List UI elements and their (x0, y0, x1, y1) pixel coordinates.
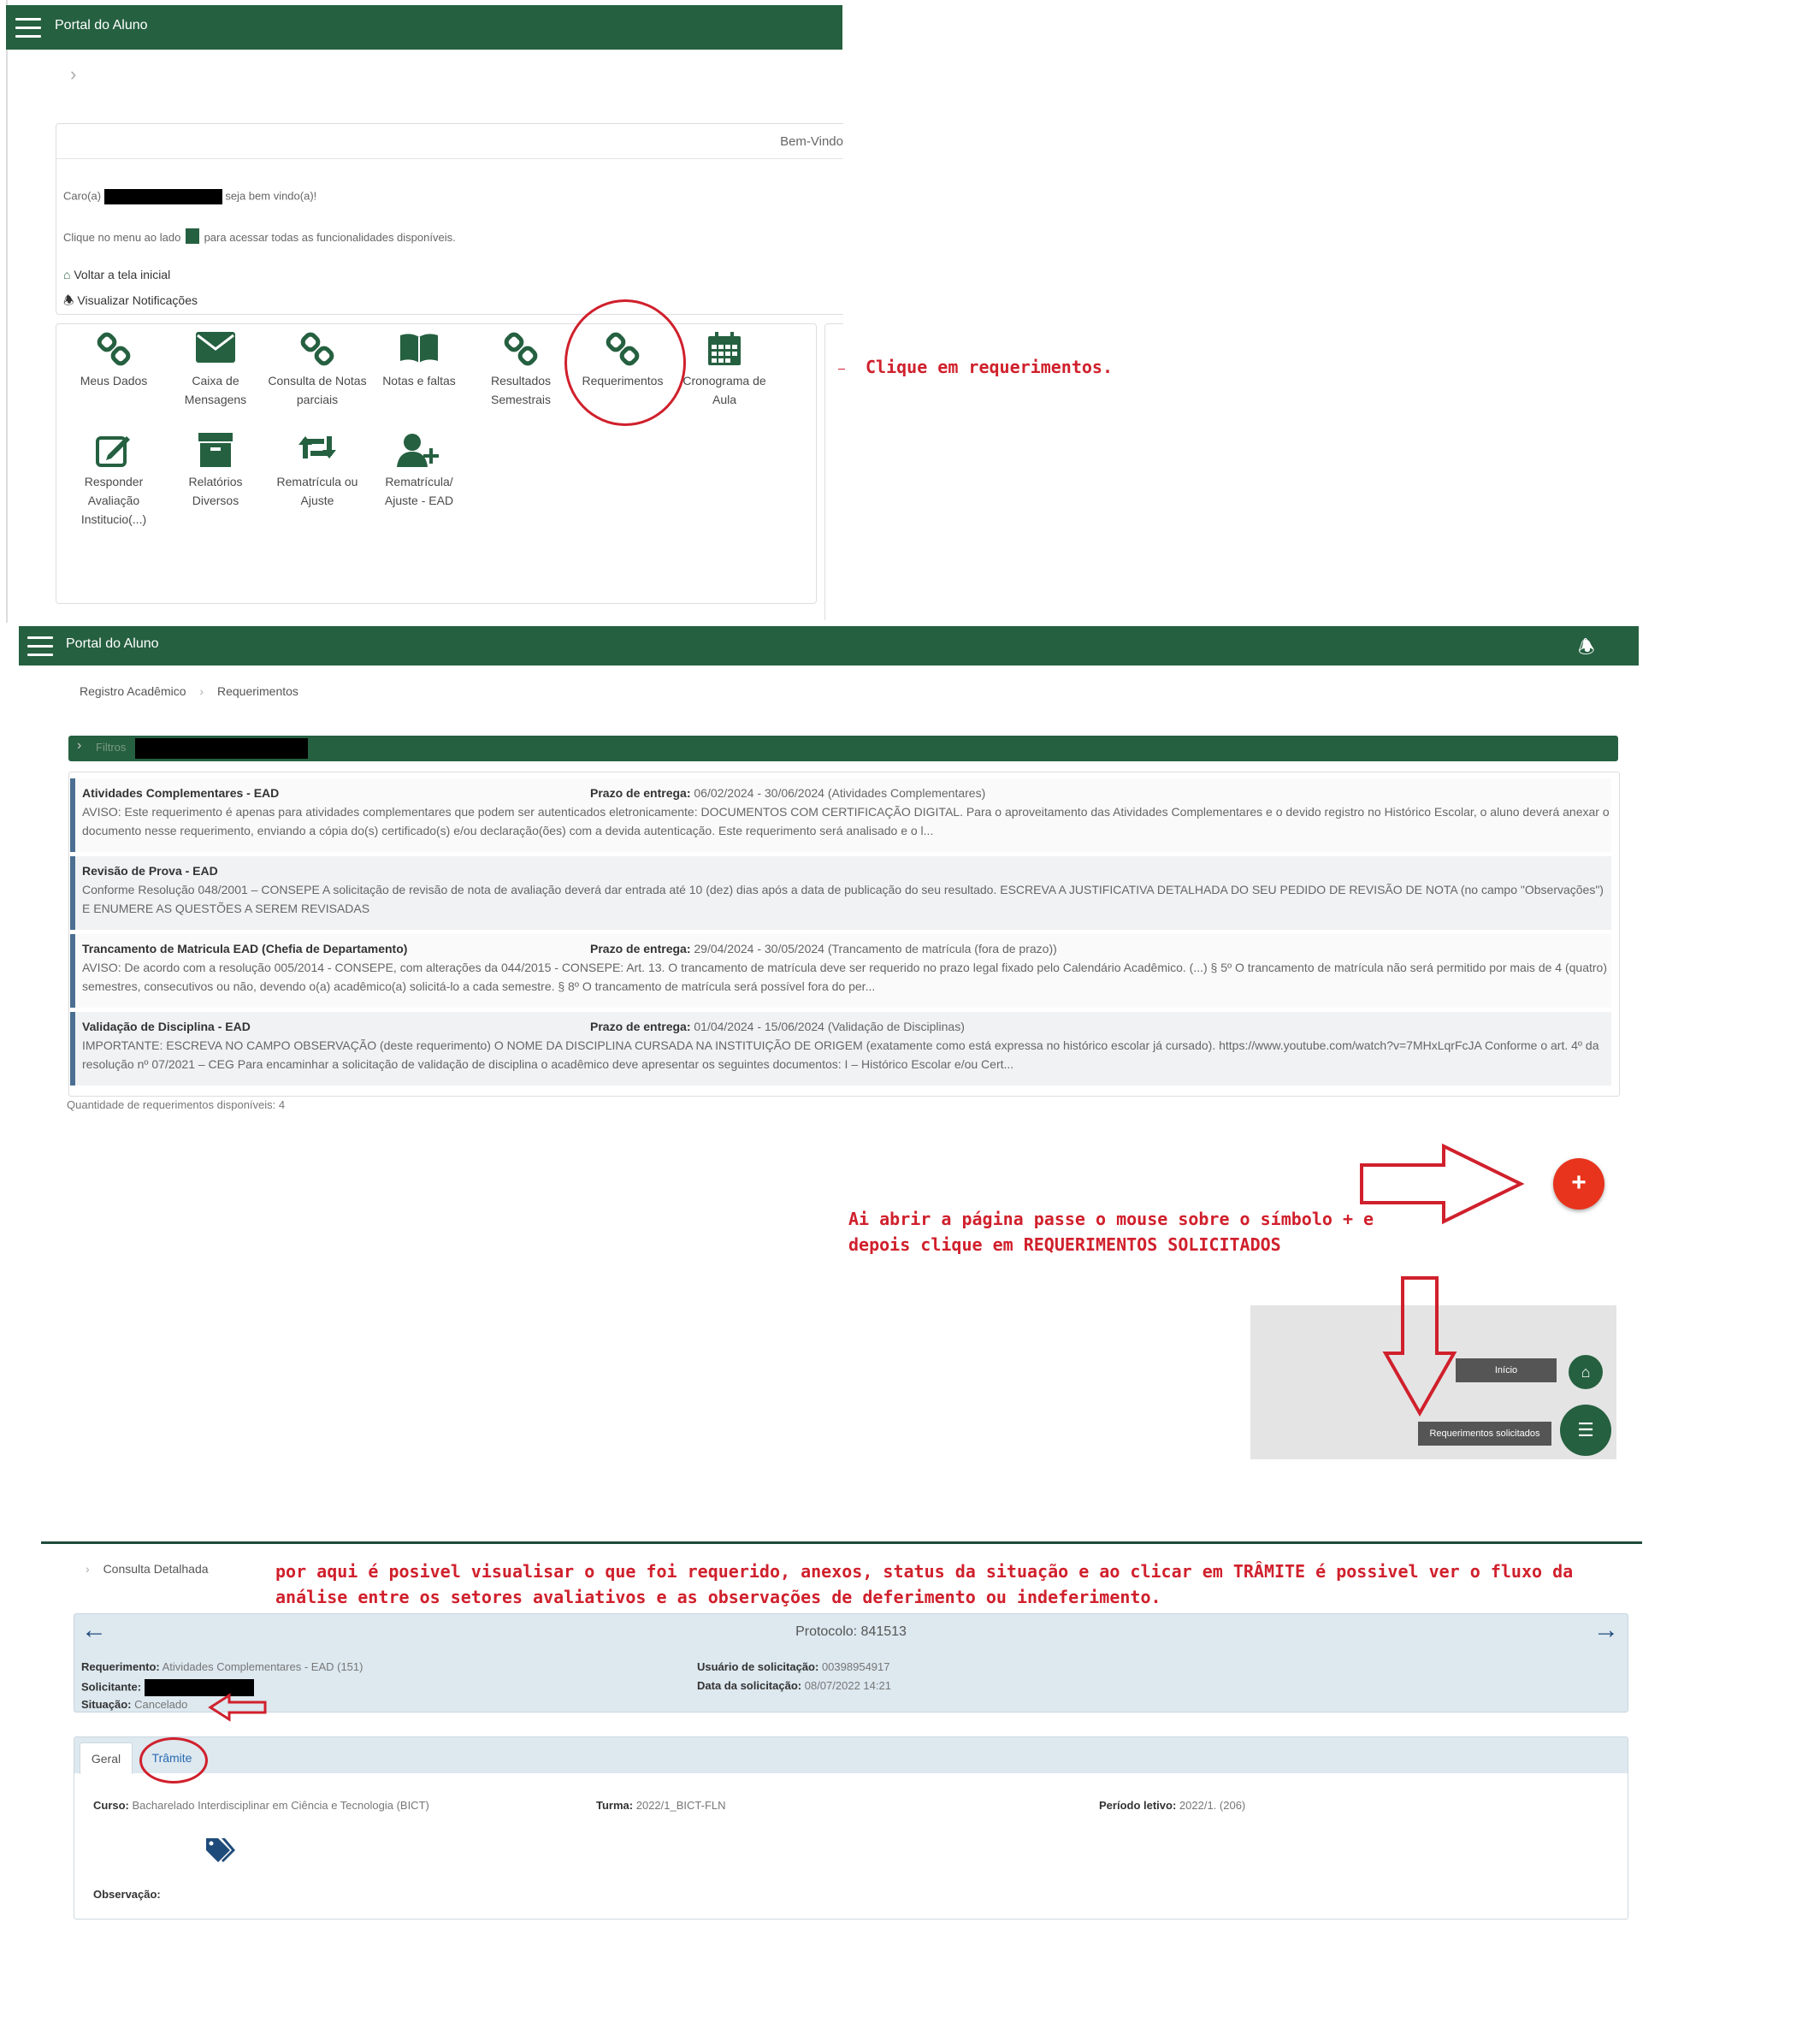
hamburger-menu-icon[interactable] (15, 18, 41, 44)
tile-label: Relatórios Diversos (188, 475, 243, 507)
retweet-icon (267, 433, 368, 472)
tile-8[interactable] (63, 433, 164, 529)
protocol-number: Protocolo: 841513 (795, 1624, 907, 1639)
breadcrumb-registro[interactable]: Registro Acadêmico (80, 684, 186, 698)
link-icon (470, 332, 571, 371)
bell-icon: 🕭 (63, 293, 74, 307)
redacted-name (104, 189, 222, 204)
annotation-2-line2: depois clique em REQUERIMENTOS SOLICITADOS (848, 1234, 1281, 1255)
usuario-row (697, 1660, 889, 1673)
link-home-label: Voltar a tela inicial (74, 268, 171, 281)
tile-3[interactable] (267, 332, 368, 409)
annotation-3-line2: análise entre os setores avaliativos e as observações de deferimento ou indeferimento. (275, 1587, 1161, 1607)
chevron-right-icon: › (199, 684, 204, 698)
home-icon: ⌂ (1581, 1364, 1591, 1381)
tile-9[interactable] (165, 433, 266, 510)
link-icon (63, 332, 164, 371)
filter-label: Filtros (96, 741, 127, 754)
link-home[interactable] (63, 268, 170, 281)
archive-icon (165, 433, 266, 472)
requirement-title: Validação de Disciplina - EAD (82, 1020, 251, 1033)
tab-tramite[interactable]: Trâmite (151, 1751, 192, 1765)
tile-4[interactable] (369, 332, 470, 390)
deadline-value: 01/04/2024 - 15/06/2024 (Validação de Disciplinas) (694, 1020, 965, 1033)
curso-label: Curso: (93, 1799, 129, 1812)
section3-divider (41, 1541, 1642, 1544)
app-title: Portal do Aluno (66, 636, 159, 651)
tile-label: Requerimentos (582, 374, 664, 387)
menu-inicio-label[interactable]: Início (1456, 1358, 1557, 1382)
deadline-label: Prazo de entrega: (590, 1020, 691, 1033)
protocol-panel (74, 1613, 1628, 1713)
app-title: Portal do Aluno (55, 18, 148, 33)
data-row (697, 1679, 891, 1692)
data-value: 08/07/2022 14:21 (804, 1679, 891, 1692)
tile-label: Consulta de Notas parciais (268, 374, 367, 406)
annotation-2 (848, 1206, 1374, 1257)
requerimento-label: Requerimento: (81, 1660, 160, 1673)
situacao-row (81, 1698, 187, 1711)
requirements-count: Quantidade de requerimentos disponíveis: 4 (67, 1098, 286, 1111)
annotation-left-arrow (207, 1692, 269, 1723)
detail-panel (74, 1736, 1628, 1920)
filter-bar[interactable] (68, 736, 1618, 761)
requirement-item[interactable] (70, 1012, 1611, 1085)
list-icon: ☰ (1577, 1419, 1594, 1440)
edit-icon (63, 433, 164, 472)
annotation-1: Clique em requerimentos. (866, 357, 1113, 377)
tile-label: Responder Avaliação Institucio(...) (80, 475, 147, 526)
usuario-label: Usuário de solicitação: (697, 1660, 819, 1673)
requerimento-value: Atividades Complementares - EAD (151) (162, 1660, 363, 1673)
tile-11[interactable] (369, 433, 470, 510)
portal-header-2 (19, 624, 1651, 665)
deadline-value: 29/04/2024 - 30/05/2024 (Trancamento de matrícula (fora de prazo)) (694, 942, 1057, 955)
portal-header-1 (6, 5, 842, 50)
requirement-item[interactable] (70, 856, 1611, 930)
data-label: Data da solicitação: (697, 1679, 802, 1692)
annotation-3 (275, 1559, 1573, 1610)
link-notifications[interactable] (63, 292, 198, 312)
breadcrumb-detail (86, 1562, 209, 1576)
periodo-row (1099, 1799, 1245, 1812)
requirement-title: Atividades Complementares - EAD (82, 786, 280, 800)
envelope-icon (165, 332, 266, 371)
more-vertical-icon[interactable]: ⋮ (1632, 624, 1651, 646)
turma-value: 2022/1_BICT-FLN (635, 1799, 726, 1812)
deadline (590, 784, 985, 802)
requirement-description: AVISO: Este requerimento é apenas para atividades complementares que podem ser autenticados eletronicamente: DOCUMENTOS COM CERTIFICAÇÃO DIGITAL. Para o aproveitamento das Atividades Complementares e o devido registro no Histórico Escolar, o aluno deverá anexar o documento nesse requerimento, enviando a cópia do(s) certificado(s) e/ou declaração(ões) com a devida autenticação. Este requerimento será analisado e o l... (82, 805, 1610, 837)
greeting-prefix: Caro(a) (63, 189, 102, 203)
requirement-description: IMPORTANTE: ESCREVA NO CAMPO OBSERVAÇÃO (deste requerimento) O NOME DA DISCIPLINA CURSADA NA INSTITUIÇÃO DE ORIGEM (exatamente como está expressa no histórico escolar já cursado). https://www.youtube.com/watch?v=7MHxLqrFcJA Conforme o art. 4º da resolução nº 07/2021 – CEG Para encaminhar a solicitação de validação de disciplina o acadêmico deve apresentar os seguintes documentos: I – Histórico Escolar e/ou Cert... (82, 1038, 1599, 1071)
breadcrumb (80, 684, 298, 698)
chevron-right-icon[interactable]: › (70, 63, 77, 85)
tab-geral[interactable]: Geral (80, 1742, 133, 1774)
home-button[interactable] (1569, 1355, 1603, 1389)
tile-5[interactable] (470, 332, 571, 409)
periodo-label: Período letivo: (1099, 1799, 1177, 1812)
solicitante-label: Solicitante: (81, 1680, 142, 1694)
book-icon (369, 332, 470, 371)
requirement-description: Conforme Resolução 048/2001 – CONSEPE A solicitação de revisão de nota de avaliação deverá dar entrada até 10 (dez) dias após a data de publicação do seu resultado. ESCREVA A JUSTIFICATIVA DETALHADA DO SEU PEDIDO DE REVISÃO DE NOTA (no campo "Observações") E ENUMERE AS QUESTÕES A SEREM REVISADAS (82, 883, 1604, 915)
tile-1[interactable] (63, 332, 164, 390)
turma-label: Turma: (596, 1799, 634, 1812)
usuario-value: 00398954917 (821, 1660, 890, 1673)
deadline-label: Prazo de entrega: (590, 942, 691, 955)
requerimento-row (81, 1660, 363, 1673)
bell-icon[interactable]: 🕭 (1578, 636, 1595, 658)
requirement-item[interactable] (70, 778, 1611, 852)
requirement-title: Trancamento de Matricula EAD (Chefia de Departamento) (82, 942, 408, 955)
requerimentos-highlight-circle (564, 299, 686, 426)
req-solicitados-button[interactable] (1560, 1405, 1611, 1456)
situacao-value: Cancelado (134, 1698, 188, 1711)
tramite-highlight-circle (139, 1737, 208, 1784)
tags-icon[interactable] (204, 1837, 235, 1864)
curso-value: Bacharelado Interdisciplinar em Ciência e Tecnologia (BICT) (132, 1799, 429, 1812)
periodo-value: 2022/1. (206) (1179, 1799, 1246, 1812)
arrow-right-icon[interactable]: → (1593, 1616, 1619, 1644)
calendar-icon (674, 332, 775, 371)
home-icon: ⌂ (63, 268, 71, 281)
link-notifications-label: Visualizar Notificações (77, 293, 198, 307)
welcome-panel (56, 123, 843, 315)
requirement-item[interactable] (70, 934, 1611, 1008)
menu-req-solicitados-label[interactable]: Requerimentos solicitados (1418, 1422, 1551, 1446)
observacao-row (93, 1888, 161, 1901)
link-icon (267, 332, 368, 371)
deadline-value: 06/02/2024 - 30/06/2024 (Atividades Complementares) (694, 786, 986, 800)
tile-label: Rematrícula/ Ajuste - EAD (384, 475, 454, 507)
menu-hint-prefix: Clique no menu ao lado (63, 231, 181, 244)
tile-label: Notas e faltas (382, 374, 456, 387)
arrow-left-icon[interactable]: ← (81, 1616, 107, 1644)
situacao-label: Situação: (81, 1698, 132, 1711)
menu-hint (63, 228, 456, 244)
divider (56, 158, 843, 159)
chevron-right-icon: › (77, 738, 82, 753)
tile-label: Cronograma de Aula (682, 374, 766, 406)
plus-icon: + (1571, 1168, 1587, 1197)
hamburger-menu-icon[interactable] (27, 636, 53, 662)
annotation-right-arrow (1358, 1143, 1526, 1225)
deadline (590, 1017, 965, 1036)
breadcrumb-requerimentos: Requerimentos (216, 684, 298, 698)
tile-7[interactable] (674, 332, 775, 409)
greeting-line (63, 189, 316, 204)
dash-mark (838, 369, 845, 370)
tab-bar (74, 1737, 1628, 1773)
requirement-description: AVISO: De acordo com a resolução 005/2014 - CONSEPE, com alterações da 044/2015 - CONSEPE: Art. 13. O trancamento de matrícula deve ser requerido no prazo legal fixado pelo Calendário Acadêmico. (...) § 5º O trancamento de matrícula não será permitido por mais de 4 (quatro) semestres, consecutivos ou não, devendo o(a) acadêmico(a) solicitá-lo a cada semestre. § 8º O trancamento de matrícula será possível fora do per... (82, 961, 1607, 993)
annotation-2-line1: Ai abrir a página passe o mouse sobre o símbolo + e (848, 1209, 1374, 1229)
fab-add-button[interactable] (1553, 1158, 1604, 1210)
tile-10[interactable] (267, 433, 368, 510)
welcome-header: Bem-Vindo (780, 134, 843, 149)
tile-label: Resultados Semestrais (490, 374, 552, 406)
annotation-down-arrow (1382, 1275, 1457, 1417)
deadline (590, 939, 1057, 958)
menu-hint-suffix: para acessar todas as funcionalidades disponíveis. (204, 231, 456, 244)
annotation-3-line1: por aqui é posivel visualisar o que foi requerido, anexos, status da situação e ao clicar em TRÂMITE é possivel ver o fluxo da (275, 1561, 1574, 1582)
list-icon (186, 228, 199, 244)
chevron-right-icon: › (86, 1562, 90, 1576)
greeting-suffix: seja bem vindo(a)! (225, 189, 317, 203)
tile-2[interactable] (165, 332, 266, 409)
deadline-label: Prazo de entrega: (590, 786, 691, 800)
user-plus-icon (369, 433, 470, 472)
breadcrumb-consulta: Consulta Detalhada (103, 1562, 209, 1576)
requirement-title: Revisão de Prova - EAD (82, 864, 218, 878)
tile-label: Rematrícula ou Ajuste (276, 475, 358, 507)
tile-label: Caixa de Mensagens (184, 374, 247, 406)
redacted-filter (135, 738, 308, 759)
curso-row (93, 1799, 429, 1812)
tile-label: Meus Dados (80, 374, 148, 387)
observacao-label: Observação: (93, 1888, 161, 1901)
turma-row (596, 1799, 726, 1812)
